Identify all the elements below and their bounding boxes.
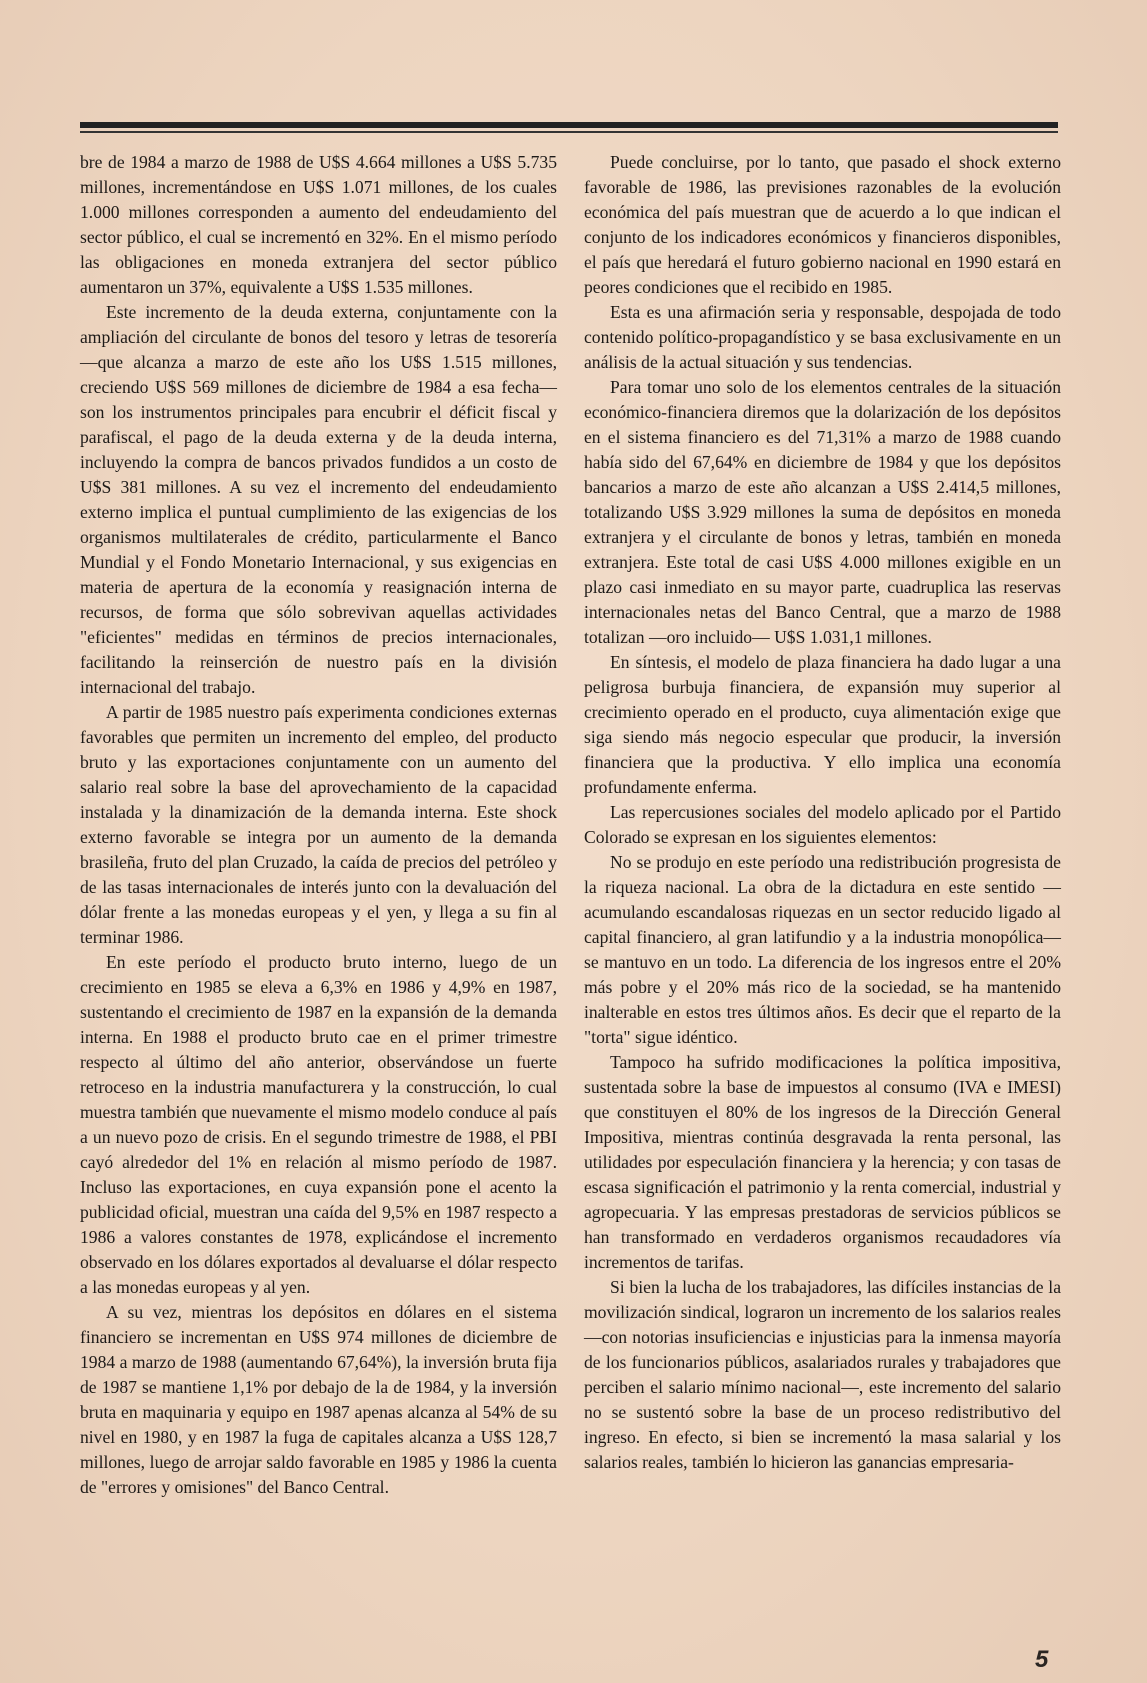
paragraph: Si bien la lucha de los trabajadores, las difíciles instancias de la movilización sindical, lograron un incremento de los salarios reales —con notorias insuficiencias e injusticias para la inmensa mayoría de los funcionarios públicos, asalariados rurales y trabajadores que perciben el salario mínimo nacional—, este incremento del salario no se sustentó sobre la base de un proceso redistributivo del ingreso. En efecto, si bien se incrementó la masa salarial y los salarios reales, también lo hicieron las ganancias empresaria- (584, 1277, 1061, 1472)
header-rule-thin (80, 131, 1058, 133)
paragraph: Las repercusiones sociales del modelo aplicado por el Partido Colorado se expresan en los siguientes elementos: (584, 802, 1061, 847)
paragraph: En síntesis, el modelo de plaza financiera ha dado lugar a una peligrosa burbuja financiera, de expansión muy superior al crecimiento operado en el producto, cuya alimentación exige que siga siendo más negocio especular que producir, la inversión financiera que la productiva. Y ello implica una economía profundamente enferma. (584, 652, 1061, 797)
paragraph: No se produjo en este período una redistribución progresista de la riqueza nacional. La obra de la dictadura en este sentido —acumulando escandalosas riquezas en un sector reducido ligado al capital financiero, al gran latifundio y a la industria monopólica— se mantuvo en un todo. La diferencia de los ingresos entre el 20% más pobre y el 20% más rico de la sociedad, se ha mantenido inalterable en estos tres últimos años. Es decir que el reparto de la "torta" sigue idéntico. (584, 852, 1061, 1047)
paragraph: Para tomar uno solo de los elementos centrales de la situación económico-financiera diremos que la dolarización de los depósitos en el sistema financiero es del 71,31% a marzo de 1988 cuando había sido del 67,64% en diciembre de 1984 y que los depósitos bancarios a marzo de este año alcanzan a U$S 2.414,5 millones, totalizando U$S 3.929 millones la suma de depósitos en moneda extranjera y el circulante de bonos y letras, también en moneda extranjera. Este total de casi U$S 4.000 millones exigible en un plazo casi inmediato en su mayor parte, cuadruplica las reservas internacionales netas del Banco Central, que a marzo de 1988 totalizan —oro incluido— U$S 1.031,1 millones. (584, 377, 1061, 647)
paragraph: A partir de 1985 nuestro país experimenta condiciones externas favorables que permiten un incremento del empleo, del producto bruto y las exportaciones conjuntamente con un aumento del salario real sobre la base del aprovechamiento de la capacidad instalada y la dinamización de la demanda interna. Este shock externo favorable se integra por un aumento de la demanda brasileña, fruto del plan Cruzado, la caída de precios del petróleo y de las tasas internacionales de interés junto con la devaluación del dólar frente a las monedas europeas y el yen, y llega a su fin al terminar 1986. (80, 702, 557, 947)
left-column (80, 150, 557, 1500)
paragraph: Tampoco ha sufrido modificaciones la política impositiva, sustentada sobre la base de impuestos al consumo (IVA e IMESI) que constituyen el 80% de los ingresos de la Dirección General Impositiva, mientras continúa desgravada la renta personal, las utilidades por especulación financiera y la herencia; y con tasas de escasa significación el patrimonio y la renta comercial, industrial y agropecuaria. Y las empresas prestadoras de servicios públicos se han transformado en verdaderos organismos recaudadores vía incrementos de tarifas. (584, 1052, 1061, 1272)
paragraph: Este incremento de la deuda externa, conjuntamente con la ampliación del circulante de bonos del tesoro y letras de tesorería —que alcanza a marzo de este año los U$S 1.515 millones, creciendo U$S 569 millones de diciembre de 1984 a esa fecha— son los instrumentos principales para encubrir el déficit fiscal y parafiscal, el pago de la deuda externa y de la deuda interna, incluyendo la compra de bancos privados fundidos a un costo de U$S 381 millones. A su vez el incremento del endeudamiento externo implica el puntual cumplimiento de las exigencias de los organismos multilaterales de crédito, particularmente el Banco Mundial y el Fondo Monetario Internacional, y sus exigencias en materia de apertura de la economía y reasignación interna de recursos, de forma que sólo sobrevivan aquellas actividades "eficientes" medidas en términos de precios internacionales, facilitando la reinserción de nuestro país en la división internacional del trabajo. (80, 302, 557, 697)
right-column (584, 150, 1061, 1475)
paragraph: Puede concluirse, por lo tanto, que pasado el shock externo favorable de 1986, las previsiones razonables de la evolución económica del país muestran que de acuerdo a lo que indican el conjunto de los indicadores económicos y financieros disponibles, el país que heredará el futuro gobierno nacional en 1990 estará en peores condiciones que el recibido en 1985. (584, 152, 1061, 297)
header-rule (80, 122, 1058, 128)
paragraph: A su vez, mientras los depósitos en dólares en el sistema financiero se incrementan en U$S 974 millones de diciembre de 1984 a marzo de 1988 (aumentando 67,64%), la inversión bruta fija de 1987 se mantiene 1,1% por debajo de la de 1984, y la inversión bruta en maquinaria y equipo en 1987 apenas alcanza al 54% de su nivel en 1980, y en 1987 la fuga de capitales alcanza a U$S 128,7 millones, luego de arrojar saldo favorable en 1985 y 1986 la cuenta de "errores y omisiones" del Banco Central. (80, 1302, 557, 1497)
paragraph: Esta es una afirmación seria y responsable, despojada de todo contenido político-propagandístico y se basa exclusivamente en un análisis de la actual situación y sus tendencias. (584, 302, 1061, 372)
page-number: 5 (1035, 1646, 1049, 1673)
paragraph: En este período el producto bruto interno, luego de un crecimiento en 1985 se eleva a 6,3% en 1986 y 4,9% en 1987, sustentando el crecimiento de 1987 en la expansión de la demanda interna. En 1988 el producto bruto cae en el primer trimestre respecto al último del año anterior, observándose un fuerte retroceso en la industria manufacturera y la construcción, lo cual muestra también que nuevamente el mismo modelo conduce al país a un nuevo pozo de crisis. En el segundo trimestre de 1988, el PBI cayó alrededor del 1% en relación al mismo período de 1987. Incluso las exportaciones, en cuya expansión pone el acento la publicidad oficial, muestran una caída del 9,5% en 1987 respecto a 1986 a valores constantes de 1978, explicándose el incremento observado en los dólares exportados al devaluarse el dólar respecto a las monedas europeas y al yen. (80, 952, 557, 1297)
paragraph: bre de 1984 a marzo de 1988 de U$S 4.664 millones a U$S 5.735 millones, incrementándose en U$S 1.071 millones, de los cuales 1.000 millones corresponden a aumento del endeudamiento del sector público, el cual se incrementó en 32%. En el mismo período las obligaciones en moneda extranjera del sector público aumentaron un 37%, equivalente a U$S 1.535 millones. (80, 152, 557, 297)
